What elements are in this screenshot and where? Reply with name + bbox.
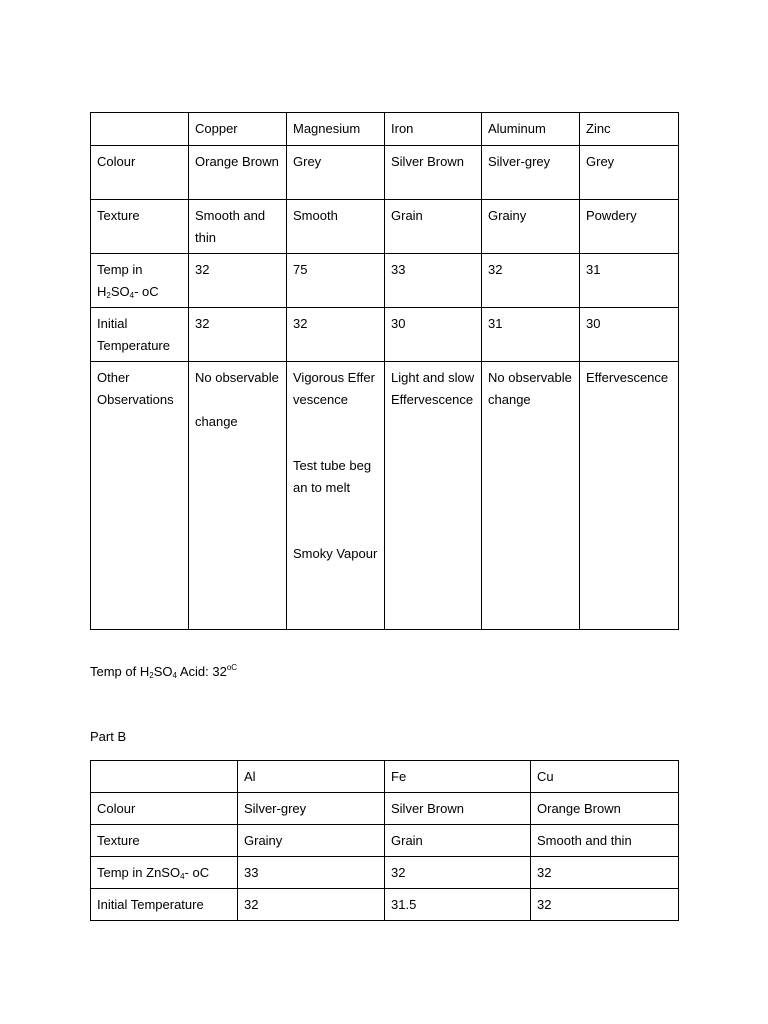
- table-cell: 32: [189, 254, 287, 308]
- row-label: Texture: [91, 825, 238, 857]
- table-row-initial-temperature: [91, 889, 679, 921]
- table-cell: 33: [385, 254, 482, 308]
- part-b-heading: Part B: [90, 729, 127, 744]
- table-cell: Grain: [385, 825, 531, 857]
- table-cell: Vigorous Effervescence Test tube began to melt Smoky Vapour: [287, 362, 385, 630]
- table-row-initial-temperature: [91, 308, 679, 362]
- table-header-row: [91, 761, 679, 793]
- label-text: Temp in H: [97, 262, 143, 299]
- table-cell: Powdery: [580, 200, 679, 254]
- row-label: Texture: [91, 200, 189, 254]
- table-cell: 33: [238, 857, 385, 889]
- header-cell-al: Al: [238, 761, 385, 793]
- label-text: Temp in ZnSO: [97, 865, 181, 880]
- table-cell: No observable change: [189, 362, 287, 630]
- row-label: Initial Temperature: [91, 308, 189, 362]
- acid-text: SO: [153, 664, 173, 679]
- acid-text: Acid: 32: [176, 664, 227, 679]
- label-text: SO: [110, 284, 130, 299]
- table-cell: 32: [385, 857, 531, 889]
- subscript: 4: [180, 872, 185, 881]
- subscript: 2: [149, 671, 154, 680]
- table-cell: 32: [189, 308, 287, 362]
- table-cell: Effervescence: [580, 362, 679, 630]
- table-cell: 32: [531, 857, 679, 889]
- table-cell: 31: [580, 254, 679, 308]
- superscript: oC: [226, 663, 238, 672]
- header-cell-zinc: Zinc: [580, 113, 679, 146]
- table-row-texture: [91, 825, 679, 857]
- table-cell: 32: [287, 308, 385, 362]
- table-row-colour: [91, 793, 679, 825]
- table-cell: Grainy: [482, 200, 580, 254]
- row-label: [91, 254, 189, 308]
- header-cell-iron: Iron: [385, 113, 482, 146]
- row-label: [91, 857, 238, 889]
- table-cell: Smooth and thin: [189, 200, 287, 254]
- table-cell: No observable change: [482, 362, 580, 630]
- table-cell: Orange Brown: [189, 146, 287, 200]
- subscript: 4: [172, 671, 177, 680]
- row-label: Initial Temperature: [91, 889, 238, 921]
- table-row-temp-znso4: [91, 857, 679, 889]
- table-row-temp-h2so4: [91, 254, 679, 308]
- table-row-colour: [91, 146, 679, 200]
- label-text: - oC: [134, 284, 159, 299]
- metals-observation-table: [90, 112, 679, 630]
- table-cell: Silver Brown: [385, 146, 482, 200]
- row-label: Colour: [91, 793, 238, 825]
- subscript: 4: [129, 291, 135, 300]
- row-label: Other Observations: [91, 362, 189, 630]
- table-cell: Silver-grey: [482, 146, 580, 200]
- table-cell: Silver Brown: [385, 793, 531, 825]
- table-row-texture: [91, 200, 679, 254]
- subscript: 2: [106, 291, 111, 300]
- table-cell: 30: [385, 308, 482, 362]
- header-cell-empty: [91, 761, 238, 793]
- table-cell: 32: [531, 889, 679, 921]
- table-cell: Grain: [385, 200, 482, 254]
- header-cell-empty: [91, 113, 189, 146]
- table-cell: 32: [482, 254, 580, 308]
- acid-temperature-line: [90, 664, 237, 679]
- header-cell-aluminum: Aluminum: [482, 113, 580, 146]
- table-cell: 32: [238, 889, 385, 921]
- table-cell: Silver-grey: [238, 793, 385, 825]
- table-cell: 31: [482, 308, 580, 362]
- acid-text: Temp of H: [90, 664, 150, 679]
- table-header-row: [91, 113, 679, 146]
- table-cell: Grey: [580, 146, 679, 200]
- header-cell-copper: Copper: [189, 113, 287, 146]
- table-cell: Grainy: [238, 825, 385, 857]
- part-b-table: [90, 760, 679, 921]
- table-cell: 30: [580, 308, 679, 362]
- table-cell: 31.5: [385, 889, 531, 921]
- label-text: - oC: [184, 865, 210, 880]
- table-row-other-observations: [91, 362, 679, 630]
- header-cell-fe: Fe: [385, 761, 531, 793]
- row-label: Colour: [91, 146, 189, 200]
- header-cell-cu: Cu: [531, 761, 679, 793]
- table-cell: Light and slow Effervescence: [385, 362, 482, 630]
- table-cell: Smooth: [287, 200, 385, 254]
- table-cell: 75: [287, 254, 385, 308]
- table-cell: Grey: [287, 146, 385, 200]
- header-cell-magnesium: Magnesium: [287, 113, 385, 146]
- table-cell: Orange Brown: [531, 793, 679, 825]
- table-cell: Smooth and thin: [531, 825, 679, 857]
